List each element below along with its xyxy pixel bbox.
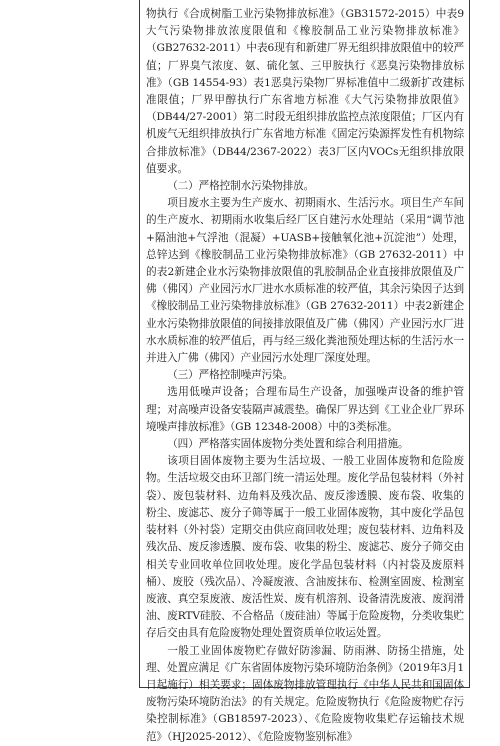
- paragraph-wastewater: 项目废水主要为生产废水、初期雨水、生活污水。项目生产车间的生产废水、初期雨水收集后经厂区自建污水处理站（采用“调节池+隔油池+气浮池（混凝）+UASB+接触氧化池+沉淀池”）处理，总锌达到《橡胶制品工业污染物排放标准》（GB 27632-2011）中的表2新建企业水污染物排放限值的乳胶制品企业直接排放限值及广佛（佛冈）产业园污水厂进水水质标准的较严值，其余污染因子达到《橡胶制品工业污染物排放标准》（GB 27632-2011）中表2新建企业水污染物排放限值的间接排放限值及广佛（佛冈）产业园污水厂进水水质标准的较严值后，再与经三级化粪池预处理达标的生活污水一并进入广佛（佛冈）产业园污水处理厂深度处理。: [146, 197, 464, 365]
- heading-water-control: （二）严格控制水污染物排放。: [167, 180, 315, 193]
- paragraph-solid-waste: 该项目固体废物主要为生活垃圾、一般工业固体废物和危险废物。生活垃圾交由环卫部门统一清运处理。废化学品包装材料（外衬袋）、废包装材料、边角料及残次品、废反渗透膜、废布袋、收集的粉尘、废滤芯、废分子筛等属于一般工业固体废物，其中废化学品包装材料（外衬袋）定期交由供应商回收处理；废包装材料、边角料及残次品、废反渗透膜、废布袋、收集的粉尘、废滤芯、废分子筛交由相关专业回收单位回收处理。废化学品包装材料（内衬袋及废原料桶）、废胶（残次品）、冷凝废液、含油废抹布、检测室固废、检测室废液、真空泵废液、废活性炭、废有机溶剂、设备清洗废液、废润滑油、废RTV硅胶、不合格品（废硅油）等属于危险废物，分类收集贮存后交由具有危险废物处理处置资质单位收运处置。: [146, 455, 464, 640]
- paragraph-exhaust-standards: 物执行《合成树脂工业污染物排放标准》（GB31572-2015）中表9大气污染物排放浓度限值和《橡胶制品工业污染物排放标准》（GB27632-2011）中表6现有和新建厂界无组织排放限值中的较严值；厂界臭气浓度、氨、硫化氢、三甲胺执行《恶臭污染物排放标准》（GB 14554-93）表1恶臭污染物厂界标准值中二级新扩改建标准限值；厂界甲醇执行广东省地方标准《大气污染物排放限值》（DB44/27-2001）第二时段无组织排放监控点浓度限值；厂区内有机废气无组织排放执行广东省地方标准《固定污染源挥发性有机物综合排放标准》（DB44/2367-2022）表3厂区内VOCs无组织排放限值要求。: [146, 8, 464, 175]
- heading-solid-waste: （四）严格落实固体废物分类处置和综合利用措施。: [167, 438, 409, 451]
- heading-noise-control: （三）严格控制噪声污染。: [167, 369, 294, 382]
- document-body: [146, 6, 464, 746]
- paragraph-noise: 选用低噪声设备；合理布局生产设备，加强噪声设备的维护管理；对高噪声设备安装隔声减震垫。确保厂界达到《工业企业厂界环境噪声排放标准》（GB 12348-2008）中的3类标准。: [146, 386, 464, 433]
- paragraph-storage-requirements: 一般工业固体废物贮存做好防渗漏、防雨淋、防扬尘措施，处理、处置应满足《广东省固体废物污染环境防治条例》（2019年3月1日起施行）相关要求；固体废物排放管理执行《中华人民共和国固体废物污染环境防治法》的有关规定。危险废物执行《危险废物贮存污染控制标准》（GB18597-2023）、《危险废物收集贮存运输技术规范》（HJ2025-2012）、《危险废物鉴别标准》: [146, 644, 464, 743]
